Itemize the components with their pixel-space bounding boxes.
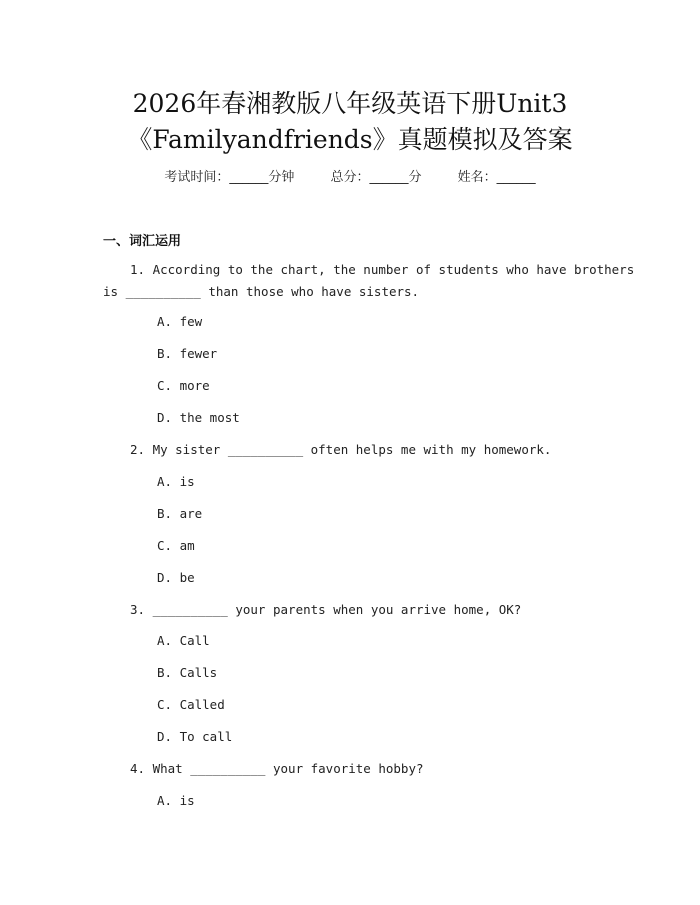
title-line-2: 《Familyandfriends》真题模拟及答案 [127,125,573,154]
question-1-option-d: D. the most [157,410,240,425]
document-title [0,86,700,158]
question-3-line-1: 3. __________ your parents when you arrive home, OK? [130,602,522,617]
question-3-option-b: B. Calls [157,665,218,680]
question-2-option-d: D. be [157,570,195,585]
section-heading: 一、词汇运用 [103,234,182,249]
question-4-line-1: 4. What __________ your favorite hobby? [130,761,424,776]
question-1-line-1: 1. According to the chart, the number of students who have brothers [130,262,635,277]
question-3-option-a: A. Call [157,633,210,648]
question-2-line-1: 2. My sister __________ often helps me with my homework. [130,442,552,457]
question-1-option-a: A. few [157,314,203,329]
exam-time: 考试时间：______分钟 [164,170,295,185]
question-1-option-c: C. more [157,378,210,393]
question-2-option-a: A. is [157,474,195,489]
question-4-option-a: A. is [157,793,195,808]
exam-name: 姓名：______ [457,170,536,185]
exam-score: 总分：______分 [330,170,422,185]
question-2-option-b: B. are [157,506,203,521]
title-line-1: 2026年春湘教版八年级英语下册Unit3 [132,89,568,118]
exam-info [0,169,700,187]
question-2-option-c: C. am [157,538,195,553]
question-1-option-b: B. fewer [157,346,218,361]
question-3-option-d: D. To call [157,729,233,744]
question-1-line-2: is __________ than those who have sisters. [103,284,420,299]
question-3-option-c: C. Called [157,697,225,712]
